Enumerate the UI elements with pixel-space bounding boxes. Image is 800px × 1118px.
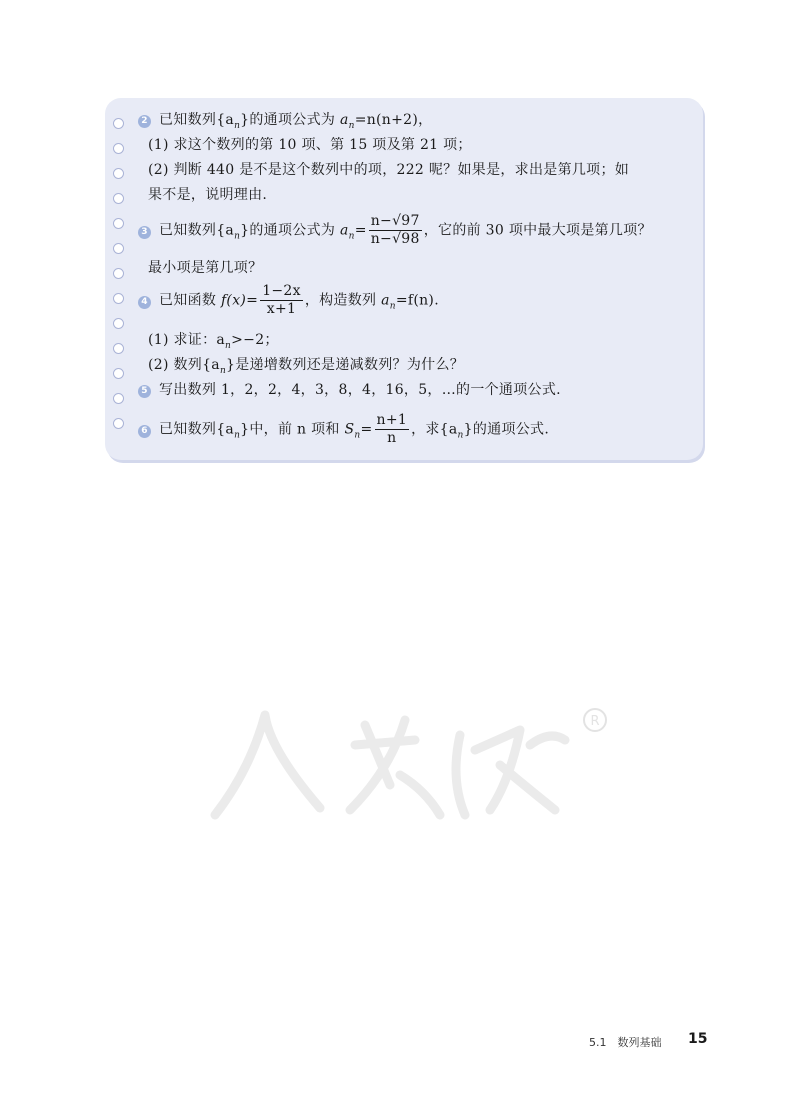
exercise-6-stem: 6 已知数列$\{a_n\}$中，前 n 项和 $S_n=$ $\frac{n+1}{n}$ ，求$\{a_n\}$的通项公式. <box>138 412 549 447</box>
exercise-2-part-1: (1) 求这个数列的第 10 项、第 15 项及第 21 项； <box>148 137 472 153</box>
exercise-2-stem: 2 已知数列$\{a_n\}$的通项公式为 $a_n=n(n+2)$， <box>138 110 432 136</box>
ring-icon <box>113 118 124 129</box>
fraction: $\frac{n-√97}{n-√98}$ <box>370 213 420 247</box>
exercise-number-badge: 4 <box>138 296 151 309</box>
exercise-3-cont: 最小项是第几项？ <box>148 260 263 276</box>
exercise-2-part-2-cont: 果不是，说明理由. <box>148 187 268 203</box>
exercise-number-badge: 6 <box>138 425 151 438</box>
exercise-number-badge: 5 <box>138 385 151 398</box>
exercise-4-stem: 4 已知函数 f(x)= $\frac{1-2x}{x+1}$ ，构造数列 $a_n=f(n)$. <box>138 283 439 318</box>
exercise-4-part-2: (2) 数列$\{a_n\}$是递增数列还是递减数列？为什么？ <box>148 357 465 376</box>
exercise-4-part-1: (1) 求证：$a_n>-2$； <box>148 332 279 351</box>
page-number: 15 <box>688 1031 708 1047</box>
ring-icon <box>113 168 124 179</box>
ring-icon <box>113 243 124 254</box>
fraction: $\frac{n+1}{n}$ <box>376 412 408 446</box>
exercise-2-part-2: (2) 判断 440 是不是这个数列中的项，222 呢？如果是，求出是第几项；如 <box>148 162 630 178</box>
publisher-watermark-logo <box>190 690 620 840</box>
ring-icon <box>113 268 124 279</box>
exercise-number-badge: 3 <box>138 226 151 239</box>
fraction: $\frac{1-2x}{x+1}$ <box>262 283 301 317</box>
svg-text:R: R <box>590 714 600 729</box>
exercise-number-badge: 2 <box>138 115 151 128</box>
ring-icon <box>113 143 124 154</box>
ring-icon <box>113 418 124 429</box>
ring-icon <box>113 218 124 229</box>
exercise-3-stem: 3 已知数列$\{a_n\}$的通项公式为 $a_n=$ $\frac{n-√97}{n-√98}$ ，它的前 30 项中最大项是第几项？ <box>138 213 652 248</box>
ring-icon <box>113 343 124 354</box>
ring-icon <box>113 318 124 329</box>
ring-icon <box>113 293 124 304</box>
exercise-5: 5 写出数列 1，2，2，4，3，8，4，16，5，…的一个通项公式. <box>138 380 561 400</box>
footer-section-title: 5.1 数列基础 <box>589 1036 662 1049</box>
ring-icon <box>113 368 124 379</box>
ring-icon <box>113 193 124 204</box>
ring-icon <box>113 393 124 404</box>
